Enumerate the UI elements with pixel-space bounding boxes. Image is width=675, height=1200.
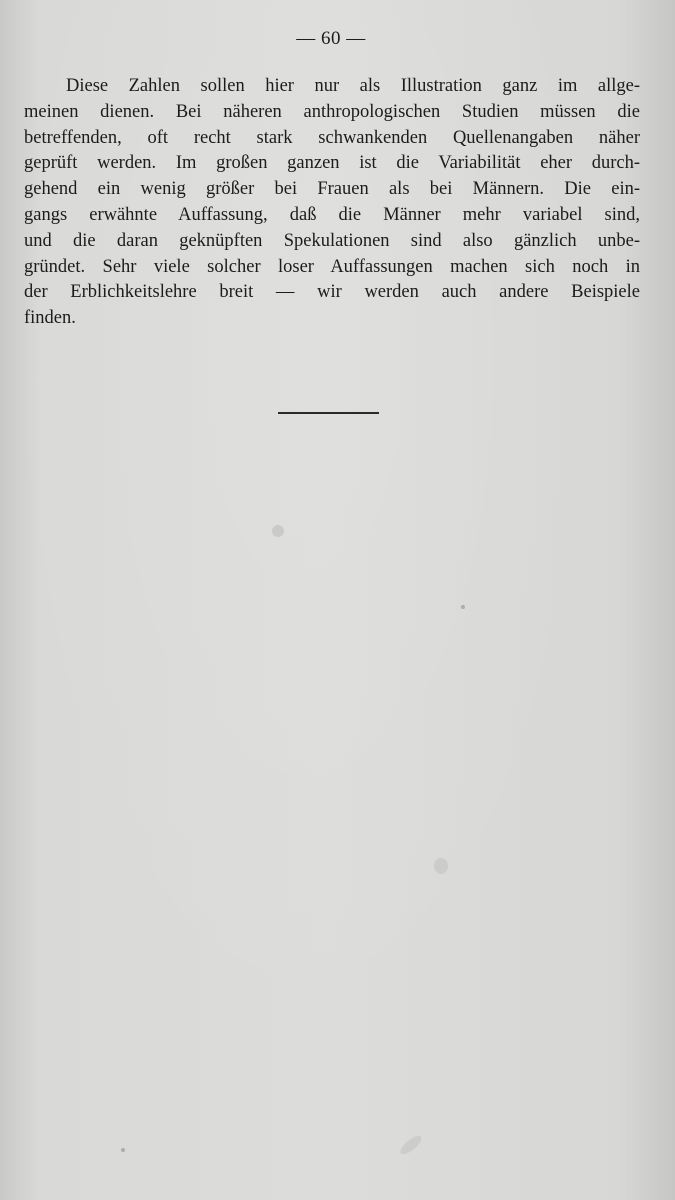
text-line: finden.: [24, 308, 76, 329]
text-line: und die daran geknüpften Spekulationen sind also gänzlich unbe-: [24, 230, 640, 251]
section-divider: [278, 412, 379, 414]
text-line: betreffenden, oft recht stark schwankenden Quellenangaben näher: [24, 127, 640, 148]
page-number: — 60 —: [296, 28, 366, 49]
paper-speck: [272, 525, 284, 537]
paper-speck: [434, 858, 448, 874]
text-line: gründet. Sehr viele solcher loser Auffassungen machen sich noch in: [24, 256, 640, 277]
text-line: der Erblichkeitslehre breit — wir werden auch andere Beispiele: [24, 282, 640, 303]
text-line: geprüft werden. Im großen ganzen ist die Variabilität eher durch-: [24, 153, 640, 174]
paper-speck: [398, 1133, 424, 1157]
paragraph: [24, 74, 640, 332]
text-line: gangs erwähnte Auffassung, daß die Männer mehr variabel sind,: [24, 204, 640, 225]
text-line: gehend ein wenig größer bei Frauen als bei Männern. Die ein-: [24, 179, 640, 200]
text-line: Diese Zahlen sollen hier nur als Illustration ganz im allge-: [66, 76, 640, 96]
text-line: meinen dienen. Bei näheren anthropologischen Studien müssen die: [24, 101, 640, 122]
paper-speck: [461, 605, 465, 609]
paper-speck: [121, 1148, 125, 1152]
